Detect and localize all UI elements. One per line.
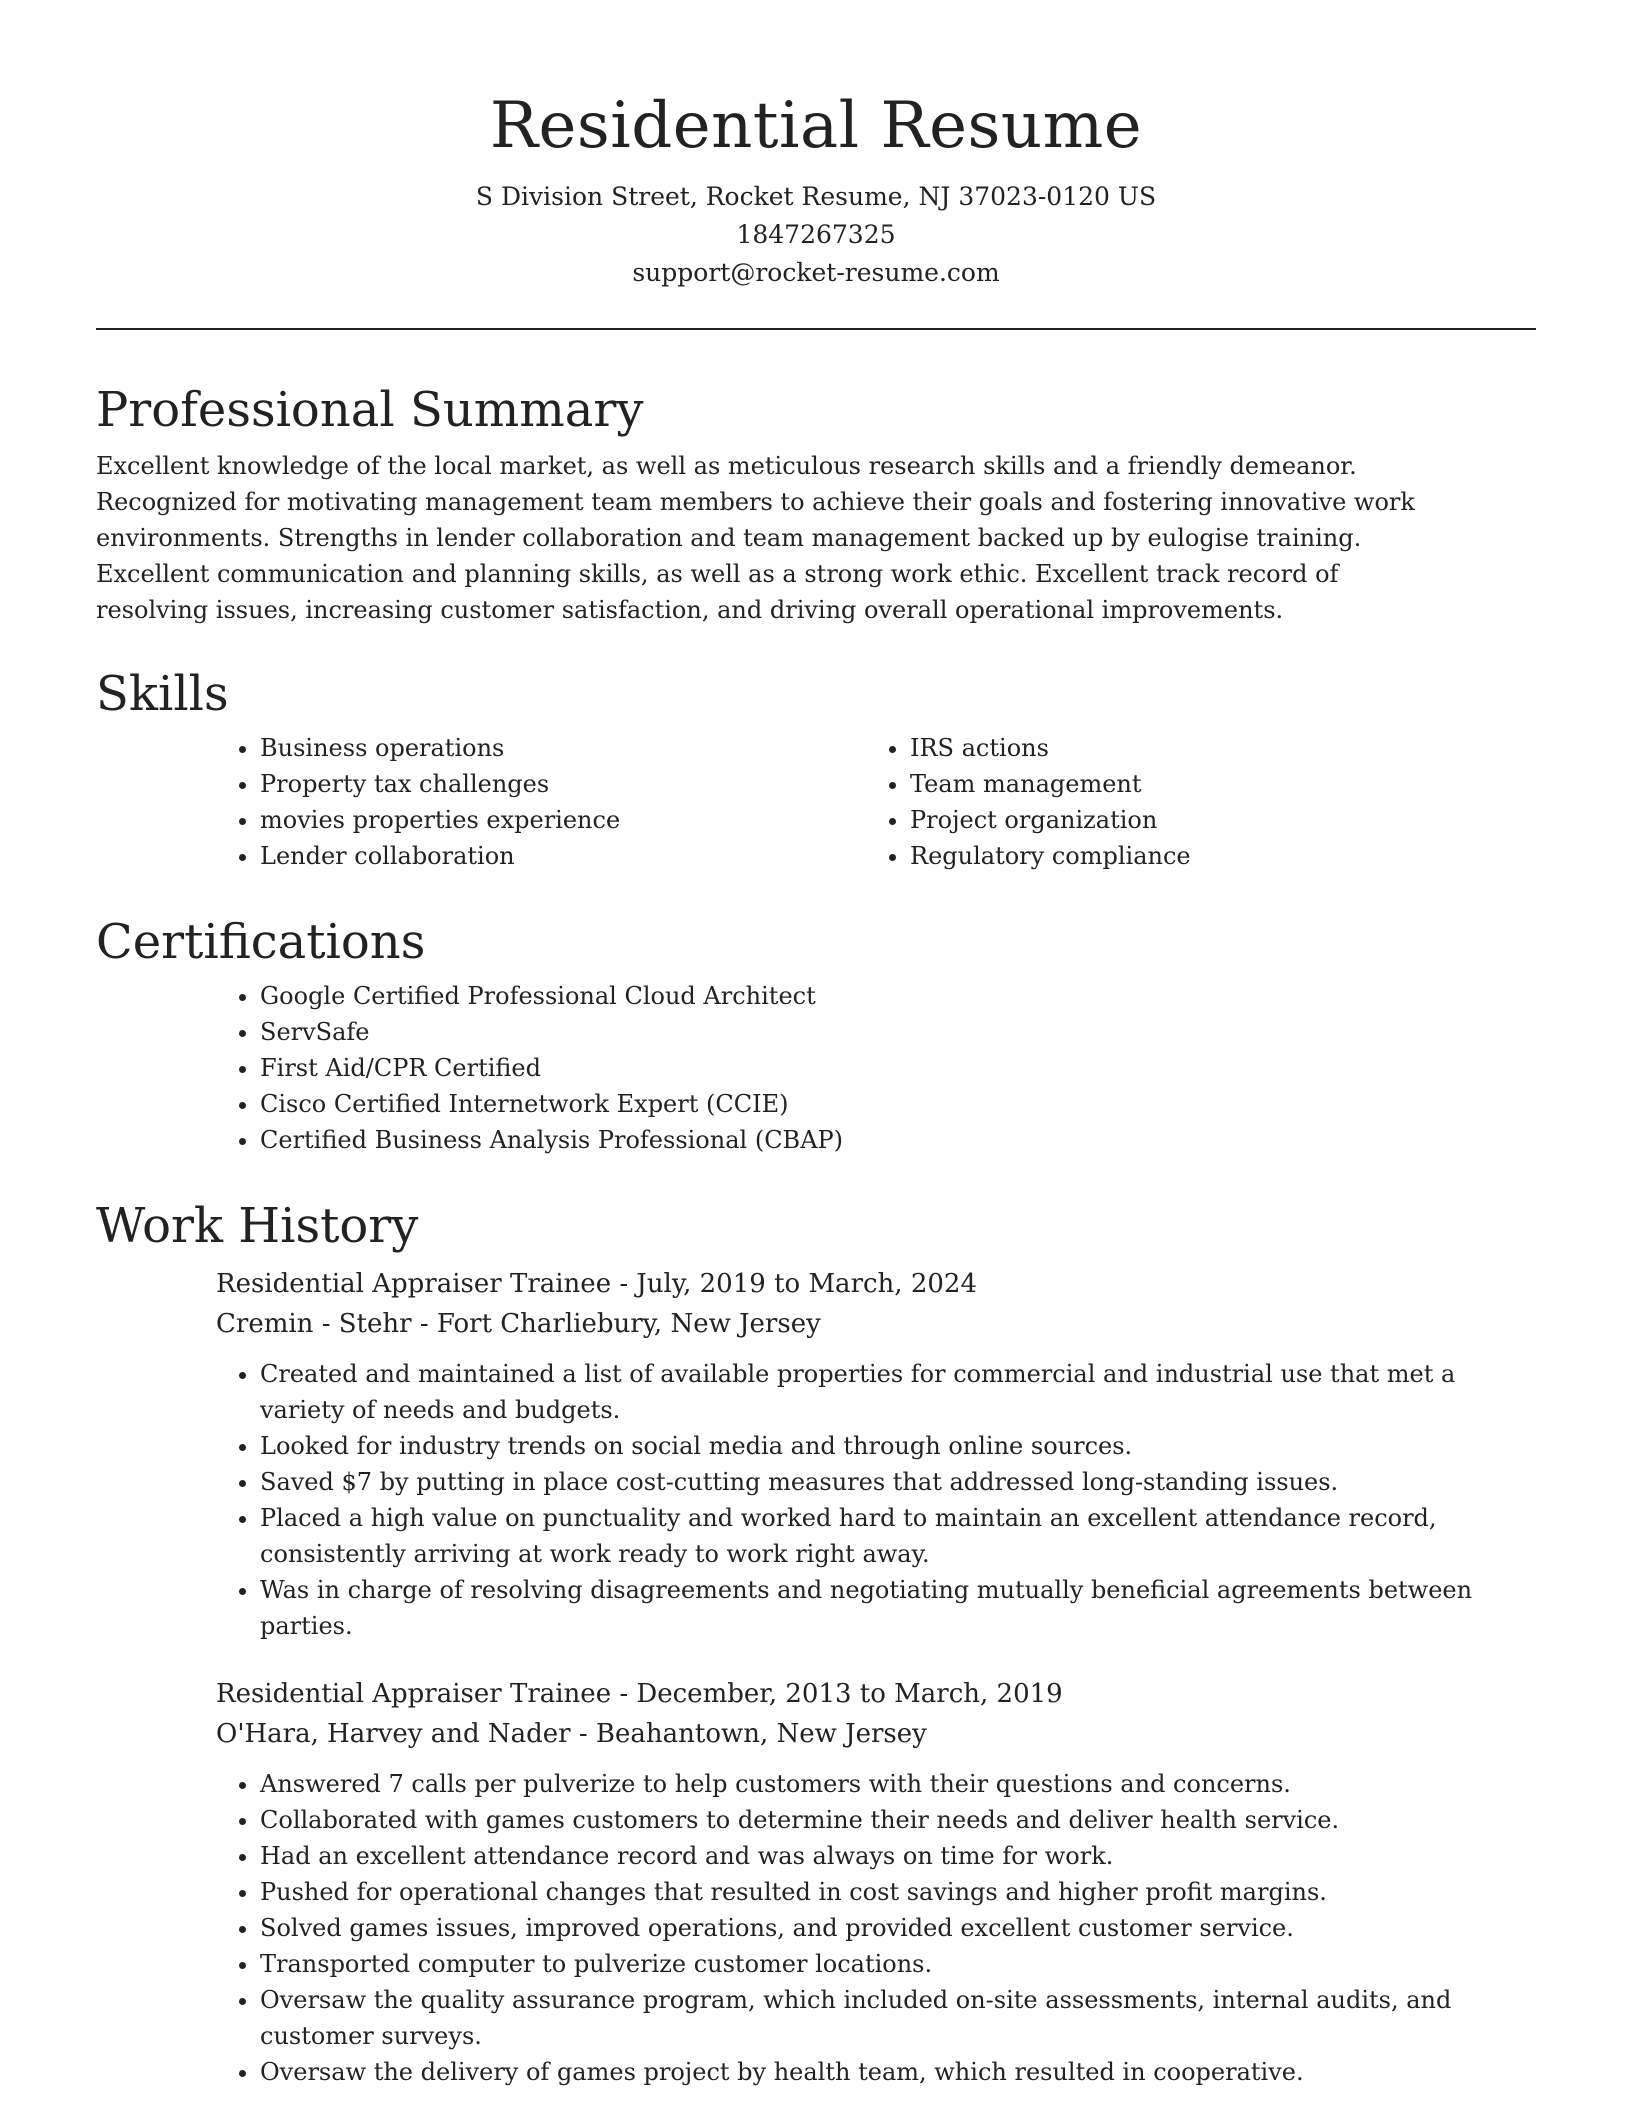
certification-item: • Cisco Certified Internetwork Expert (CCIE) [260,1086,1536,1122]
job-heading: Residential Appraiser Trainee - July, 2019 to March, 2024 [216,1269,977,1299]
work-history-heading: Work History [96,1198,419,1254]
job-entry [216,1264,1536,1644]
skills-column-left [216,730,866,874]
job-company: Cremin - Stehr - Fort Charliebury, New Jersey [216,1309,821,1339]
summary-section [96,380,1536,628]
summary-text: Excellent knowledge of the local market, as well as meticulous research skills and a friendly demeanor. Recognized for motivating management team members to achieve their goals and fostering innovative work environments. Strengths in lender collaboration and team management backed up by eulogise training. Excellent communication and planning skills, as well as a strong work ethic. Excellent track record of resolving issues, increasing customer satisfaction, and driving overall operational improvements. [96,452,1415,624]
certifications-list-wrap [216,978,1536,1158]
job-bullets [216,1356,1536,1644]
skill-item: • Business operations [260,730,866,766]
skill-item: • movies properties experience [260,802,866,838]
job-bullet: • Transported computer to pulverize customer locations. [260,1946,1536,1982]
job-entry [216,1674,1536,2090]
job-bullet: • Saved $7 by putting in place cost-cutting measures that addressed long-standing issues. [260,1464,1536,1500]
skills-section [96,664,1536,874]
job-bullet: • Was in charge of resolving disagreements and negotiating mutually beneficial agreements between parties. [260,1572,1536,1644]
skill-item: • Project organization [910,802,1516,838]
job-bullets [216,1766,1536,2090]
certification-item: • ServSafe [260,1014,1536,1050]
certifications-section [96,912,1536,1158]
email: support@rocket-resume.com [632,258,1000,287]
job-bullet: • Had an excellent attendance record and was always on time for work. [260,1838,1536,1874]
skills-heading: Skills [96,666,229,722]
address: S Division Street, Rocket Resume, NJ 37023-0120 US [475,182,1157,211]
certification-item: • Google Certified Professional Cloud Architect [260,978,1536,1014]
job-bullet: • Placed a high value on punctuality and worked hard to maintain an excellent attendance record, consistently arriving at work ready to work right away. [260,1500,1536,1572]
resume-title: Residential Resume [489,89,1143,163]
job-bullet: • Created and maintained a list of available properties for commercial and industrial use that met a variety of needs and budgets. [260,1356,1536,1428]
phone: 1847267325 [736,220,896,249]
job-bullet: • Pushed for operational changes that resulted in cost savings and higher profit margins. [260,1874,1536,1910]
resume-page [96,0,1536,2086]
job-heading: Residential Appraiser Trainee - December, 2013 to March, 2019 [216,1679,1063,1709]
job-bullet: • Collaborated with games customers to determine their needs and deliver health service. [260,1802,1536,1838]
job-bullet: • Answered 7 calls per pulverize to help customers with their questions and concerns. [260,1766,1536,1802]
job-bullet: • Solved games issues, improved operations, and provided excellent customer service. [260,1910,1536,1946]
header-divider [96,328,1536,330]
job-bullet: • Oversaw the delivery of games project by health team, which resulted in cooperative. [260,2054,1536,2090]
skills-column-right [866,730,1516,874]
certification-item: • Certified Business Analysis Professional (CBAP) [260,1122,1536,1158]
certification-item: • First Aid/CPR Certified [260,1050,1536,1086]
certifications-list [216,978,1536,1158]
certifications-heading: Certifications [96,914,426,970]
skill-item: • Lender collaboration [260,838,866,874]
job-company: O'Hara, Harvey and Nader - Beahantown, New Jersey [216,1719,927,1749]
skill-item: • Team management [910,766,1516,802]
skill-item: • Regulatory compliance [910,838,1516,874]
job-bullet: • Looked for industry trends on social media and through online sources. [260,1428,1536,1464]
summary-heading: Professional Summary [96,382,644,438]
resume-header [96,0,1536,330]
contact-info [96,178,1536,292]
skill-item: • Property tax challenges [260,766,866,802]
skills-columns [216,730,1536,874]
job-bullet: • Oversaw the quality assurance program, which included on-site assessments, internal audits, and customer surveys. [260,1982,1536,2054]
work-history-section [96,1196,1536,2090]
skill-item: • IRS actions [910,730,1516,766]
